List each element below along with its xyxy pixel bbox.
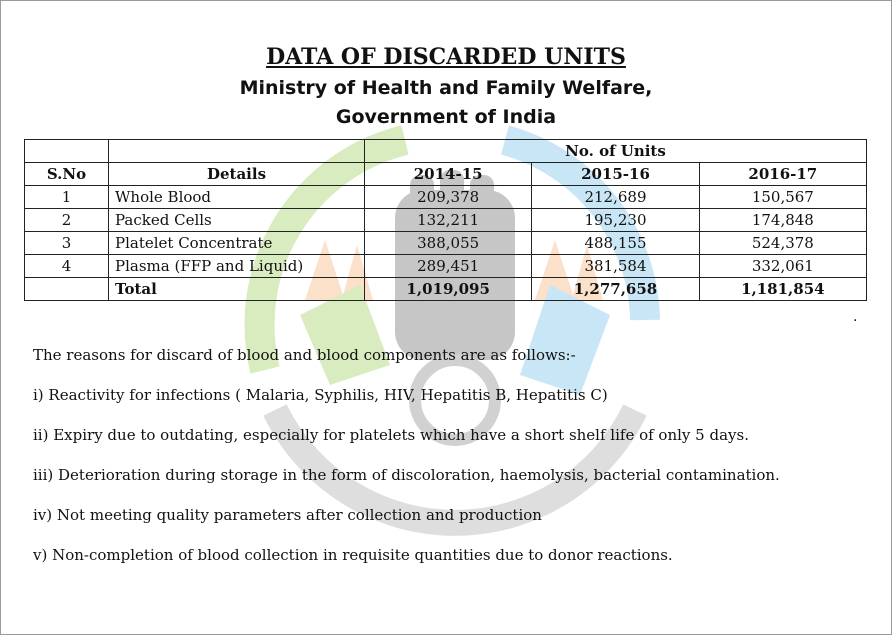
document-title: DATA OF DISCARDED UNITS: [266, 44, 626, 70]
sno-header: S.No: [25, 163, 109, 186]
reasons-intro: The reasons for discard of blood and blood components are as follows:-: [33, 346, 576, 364]
ministry-name: Ministry of Health and Family Welfare,: [239, 77, 653, 99]
sno-cell: 3: [25, 232, 109, 255]
stray-mark: .: [853, 309, 858, 325]
value-cell: 381,584: [532, 255, 699, 278]
value-cell: 195,230: [532, 209, 699, 232]
details-cell: Whole Blood: [109, 186, 365, 209]
value-cell: 524,378: [699, 232, 866, 255]
reason-item: iv) Not meeting quality parameters after collection and production: [33, 506, 542, 524]
reason-item: iii) Deterioration during storage in the form of discoloration, haemolysis, bacterial contamination.: [33, 466, 780, 484]
table-row: [25, 255, 867, 278]
sno-cell: 1: [25, 186, 109, 209]
year-2014-15-header: 2014-15: [365, 163, 532, 186]
empty-cell: [25, 278, 109, 301]
total-label: Total: [109, 278, 365, 301]
value-cell: 388,055: [365, 232, 532, 255]
table-row: [25, 186, 867, 209]
government-name: Government of India: [335, 106, 557, 128]
table-row: [25, 232, 867, 255]
value-cell: 132,211: [365, 209, 532, 232]
table-group-header-row: [25, 140, 867, 163]
value-cell: 332,061: [699, 255, 866, 278]
table-row: [25, 209, 867, 232]
details-cell: Packed Cells: [109, 209, 365, 232]
value-cell: 209,378: [365, 186, 532, 209]
reason-item: v) Non-completion of blood collection in requisite quantities due to donor reactions.: [33, 546, 673, 564]
details-cell: Platelet Concentrate: [109, 232, 365, 255]
empty-header-cell: [109, 140, 365, 163]
details-cell: Plasma (FFP and Liquid): [109, 255, 365, 278]
total-value-cell: 1,019,095: [365, 278, 532, 301]
reason-item: i) Reactivity for infections ( Malaria, Syphilis, HIV, Hepatitis B, Hepatitis C): [33, 386, 608, 404]
no-of-units-header: No. of Units: [365, 140, 867, 163]
value-cell: 150,567: [699, 186, 866, 209]
sno-cell: 2: [25, 209, 109, 232]
year-2016-17-header: 2016-17: [699, 163, 866, 186]
year-2015-16-header: 2015-16: [532, 163, 699, 186]
empty-header-cell: [25, 140, 109, 163]
sno-cell: 4: [25, 255, 109, 278]
table-header-row: [25, 163, 867, 186]
reasons-section: [33, 344, 873, 584]
reason-item: ii) Expiry due to outdating, especially for platelets which have a short shelf life of only 5 days.: [33, 426, 749, 444]
total-row: [25, 278, 867, 301]
discarded-units-table: [24, 139, 867, 301]
value-cell: 174,848: [699, 209, 866, 232]
value-cell: 212,689: [532, 186, 699, 209]
total-value-cell: 1,277,658: [532, 278, 699, 301]
value-cell: 488,155: [532, 232, 699, 255]
details-header: Details: [109, 163, 365, 186]
total-value-cell: 1,181,854: [699, 278, 866, 301]
value-cell: 289,451: [365, 255, 532, 278]
